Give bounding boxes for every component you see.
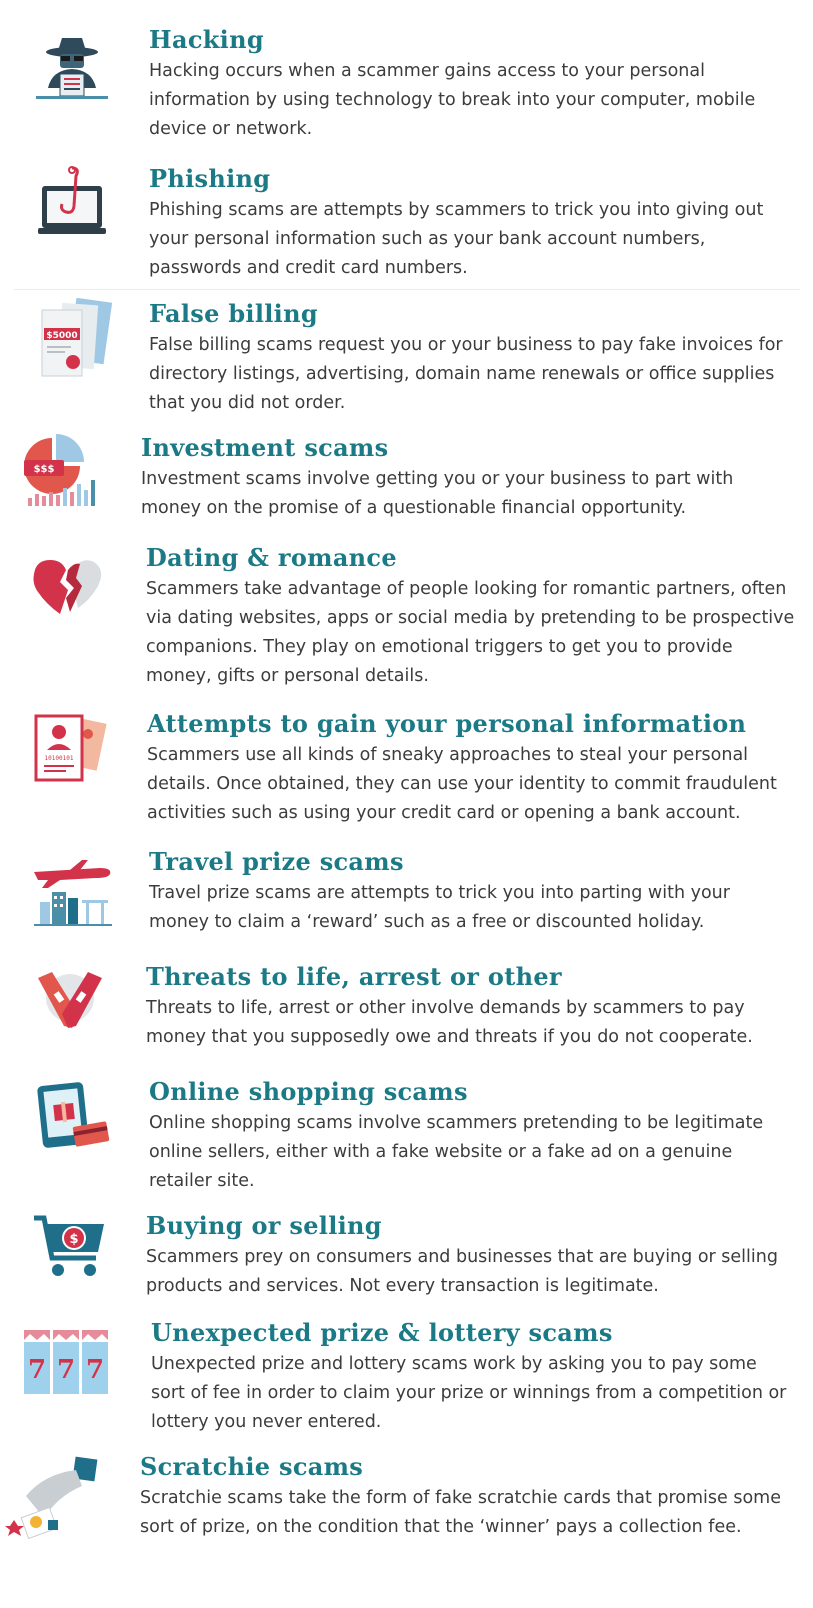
item-description: Phishing scams are attempts by scammers to trick you into giving out your personal information such as your bank account numbers, passwords and credit card numbers. [149,200,764,278]
shopping-cart-icon [32,1212,108,1282]
slot-digit: 7 [85,1355,105,1385]
crossed-hands-icon [32,968,108,1032]
item-title: Investment scams [141,433,389,462]
item-description: Scammers prey on consumers and businesses that are buying or selling products and services. Not every transaction is legitimate. [146,1247,778,1296]
item-title: Threats to life, arrest or other [146,962,562,991]
slot-digit: 7 [56,1355,76,1385]
item-title: False billing [149,299,318,328]
item-title: Unexpected prize & lottery scams [151,1318,613,1347]
broken-heart-icon [30,556,106,618]
hacker-icon [30,36,114,106]
phishing-hook-laptop-icon [36,166,108,242]
section-divider [14,289,800,290]
item-title: Dating & romance [146,543,397,572]
item-description: Scammers take advantage of people looking for romantic partners, often via dating websites, apps or social media by pretending to be prospective companions. They play on emotional triggers to get you to provide money, gifts or personal details. [146,579,795,686]
item-description: Unexpected prize and lottery scams work by asking you to pay some sort of fee in order to claim your prize or winnings from a competition or lottery you never entered. [151,1354,787,1432]
item-description: Scammers use all kinds of sneaky approaches to steal your personal details. Once obtained, they can use your identity to commit fraudulent activities such as using your credit card or opening a bank account. [147,745,777,823]
scratchie-card-icon [4,1456,100,1540]
item-description: Travel prize scams are attempts to trick you into parting with your money to claim a ‘reward’ such as a free or discounted holiday. [149,883,730,932]
item-description: Threats to life, arrest or other involve demands by scammers to pay money that you supposedly owe and threats if you do not cooperate. [146,998,753,1047]
investment-label: $$$ [33,464,55,475]
item-title: Travel prize scams [149,847,404,876]
invoice-amount: $5000 [46,331,78,341]
item-title: Phishing [149,164,271,193]
slot-digit: 7 [27,1355,47,1385]
cart-symbol: $ [69,1232,79,1247]
invoice-icon [38,298,112,380]
item-description: Investment scams involve getting you or your business to part with money on the promise of a questionable financial opportunity. [141,469,734,518]
item-title: Online shopping scams [149,1077,468,1106]
airplane-city-icon [30,858,114,928]
item-title: Hacking [149,25,264,54]
item-description: Hacking occurs when a scammer gains access to your personal information by using technology to break into your computer, mobile device or network. [149,61,756,139]
investment-chart-icon [22,432,102,512]
item-description: False billing scams request you or your business to pay fake invoices for directory listings, advertising, domain name renewals or office supplies that you did not order. [149,335,783,413]
item-description: Online shopping scams involve scammers pretending to be legitimate online sellers, either with a fake website or a fake ad on a genuine retailer site. [149,1113,764,1191]
id-document-icon [32,712,108,784]
id-code: 10100101 [44,755,74,762]
item-title: Attempts to gain your personal information [147,709,747,738]
tablet-gift-card-icon [34,1080,112,1152]
item-title: Buying or selling [146,1211,382,1240]
item-title: Scratchie scams [140,1452,364,1481]
slot-777-icon [22,1328,110,1396]
item-description: Scratchie scams take the form of fake scratchie cards that promise some sort of prize, on the condition that the ‘winner’ pays a collection fee. [140,1488,781,1537]
